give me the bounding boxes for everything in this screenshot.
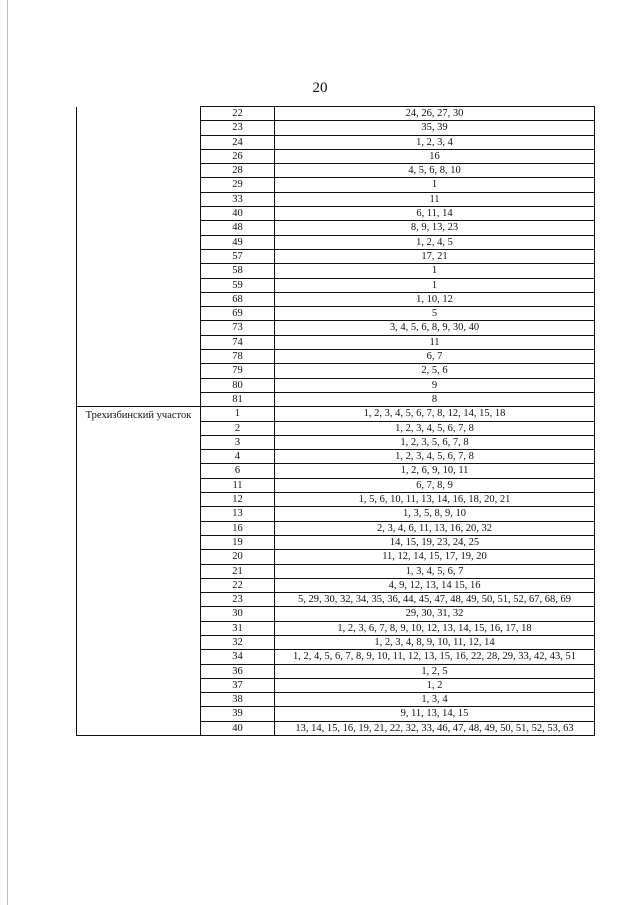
block-number-cell: 6 — [201, 464, 275, 478]
block-number-cell: 39 — [201, 707, 275, 721]
block-number-cell: 11 — [201, 478, 275, 492]
block-number-cell: 68 — [201, 292, 275, 306]
plot-numbers-cell: 2, 3, 4, 6, 11, 13, 16, 20, 32 — [275, 521, 595, 535]
block-number-cell: 74 — [201, 335, 275, 349]
plot-numbers-cell: 11, 12, 14, 15, 17, 19, 20 — [275, 550, 595, 564]
block-number-cell: 16 — [201, 521, 275, 535]
table-row — [77, 107, 595, 121]
block-number-cell: 22 — [201, 107, 275, 121]
plot-numbers-cell: 1, 2, 3, 4 — [275, 135, 595, 149]
plots-table — [76, 106, 595, 736]
plot-numbers-cell: 6, 7 — [275, 350, 595, 364]
block-number-cell: 79 — [201, 364, 275, 378]
page-number: 20 — [312, 80, 328, 96]
block-number-cell: 69 — [201, 307, 275, 321]
block-number-cell: 23 — [201, 593, 275, 607]
plot-numbers-cell: 1, 3, 5, 8, 9, 10 — [275, 507, 595, 521]
block-number-cell: 24 — [201, 135, 275, 149]
block-number-cell: 33 — [201, 192, 275, 206]
block-number-cell: 23 — [201, 121, 275, 135]
block-number-cell: 34 — [201, 650, 275, 664]
block-number-cell: 28 — [201, 164, 275, 178]
plot-numbers-cell: 6, 7, 8, 9 — [275, 478, 595, 492]
block-number-cell: 1 — [201, 407, 275, 421]
scan-edge-line — [7, 0, 8, 905]
block-number-cell: 21 — [201, 564, 275, 578]
plot-numbers-cell: 1, 10, 12 — [275, 292, 595, 306]
block-number-cell: 59 — [201, 278, 275, 292]
plot-numbers-cell: 1, 2, 3, 4, 5, 6, 7, 8 — [275, 450, 595, 464]
plot-numbers-cell: 1 — [275, 264, 595, 278]
block-number-cell: 4 — [201, 450, 275, 464]
block-number-cell: 40 — [201, 207, 275, 221]
block-number-cell: 13 — [201, 507, 275, 521]
block-number-cell: 49 — [201, 235, 275, 249]
plot-numbers-cell: 24, 26, 27, 30 — [275, 107, 595, 121]
plot-numbers-cell: 2, 5, 6 — [275, 364, 595, 378]
plot-numbers-cell: 5, 29, 30, 32, 34, 35, 36, 44, 45, 47, 48, 49, 50, 51, 52, 67, 68, 69 — [275, 593, 595, 607]
plot-numbers-cell: 4, 9, 12, 13, 14 15, 16 — [275, 578, 595, 592]
block-number-cell: 26 — [201, 149, 275, 163]
block-number-cell: 36 — [201, 664, 275, 678]
area-name-cell: Трехизбинский участок — [77, 407, 201, 736]
area-name-cell — [77, 107, 201, 407]
block-number-cell: 73 — [201, 321, 275, 335]
block-number-cell: 40 — [201, 721, 275, 735]
plot-numbers-cell: 11 — [275, 192, 595, 206]
plot-numbers-cell: 3, 4, 5, 6, 8, 9, 30, 40 — [275, 321, 595, 335]
plot-numbers-cell: 8, 9, 13, 23 — [275, 221, 595, 235]
block-number-cell: 29 — [201, 178, 275, 192]
plot-numbers-cell: 16 — [275, 149, 595, 163]
block-number-cell: 78 — [201, 350, 275, 364]
table-row — [77, 407, 595, 421]
block-number-cell: 31 — [201, 621, 275, 635]
plot-numbers-cell: 9 — [275, 378, 595, 392]
plot-numbers-cell: 14, 15, 19, 23, 24, 25 — [275, 535, 595, 549]
plot-numbers-cell: 8 — [275, 392, 595, 406]
plot-numbers-cell: 4, 5, 6, 8, 10 — [275, 164, 595, 178]
block-number-cell: 38 — [201, 693, 275, 707]
plot-numbers-cell: 17, 21 — [275, 249, 595, 263]
plot-numbers-cell: 35, 39 — [275, 121, 595, 135]
plot-numbers-cell: 1, 2 — [275, 678, 595, 692]
block-number-cell: 57 — [201, 249, 275, 263]
plot-numbers-cell: 1, 2, 3, 4, 5, 6, 7, 8 — [275, 421, 595, 435]
plot-numbers-cell: 1, 2, 6, 9, 10, 11 — [275, 464, 595, 478]
block-number-cell: 12 — [201, 493, 275, 507]
block-number-cell: 37 — [201, 678, 275, 692]
plot-numbers-cell: 6, 11, 14 — [275, 207, 595, 221]
plot-numbers-cell: 1, 2, 3, 4, 5, 6, 7, 8, 12, 14, 15, 18 — [275, 407, 595, 421]
plot-numbers-cell: 1, 2, 3, 4, 8, 9, 10, 11, 12, 14 — [275, 635, 595, 649]
block-number-cell: 30 — [201, 607, 275, 621]
block-number-cell: 3 — [201, 435, 275, 449]
plot-numbers-cell: 1, 3, 4, 5, 6, 7 — [275, 564, 595, 578]
block-number-cell: 80 — [201, 378, 275, 392]
plot-numbers-cell: 1 — [275, 178, 595, 192]
plot-numbers-cell: 1, 2, 3, 6, 7, 8, 9, 10, 12, 13, 14, 15, 16, 17, 18 — [275, 621, 595, 635]
block-number-cell: 81 — [201, 392, 275, 406]
plot-numbers-cell: 1, 2, 4, 5, 6, 7, 8, 9, 10, 11, 12, 13, 15, 16, 22, 28, 29, 33, 42, 43, 51 — [275, 650, 595, 664]
plot-numbers-cell: 1, 2, 4, 5 — [275, 235, 595, 249]
block-number-cell: 58 — [201, 264, 275, 278]
plot-numbers-cell: 13, 14, 15, 16, 19, 21, 22, 32, 33, 46, 47, 48, 49, 50, 51, 52, 53, 63 — [275, 721, 595, 735]
block-number-cell: 32 — [201, 635, 275, 649]
block-number-cell: 20 — [201, 550, 275, 564]
block-number-cell: 2 — [201, 421, 275, 435]
plot-numbers-cell: 1, 5, 6, 10, 11, 13, 14, 16, 18, 20, 21 — [275, 493, 595, 507]
plot-numbers-cell: 1, 3, 4 — [275, 693, 595, 707]
plot-numbers-cell: 5 — [275, 307, 595, 321]
block-number-cell: 22 — [201, 578, 275, 592]
plot-numbers-cell: 1 — [275, 278, 595, 292]
plot-numbers-cell: 1, 2, 3, 5, 6, 7, 8 — [275, 435, 595, 449]
plot-numbers-cell: 11 — [275, 335, 595, 349]
plot-numbers-cell: 29, 30, 31, 32 — [275, 607, 595, 621]
plot-numbers-cell: 1, 2, 5 — [275, 664, 595, 678]
block-number-cell: 48 — [201, 221, 275, 235]
block-number-cell: 19 — [201, 535, 275, 549]
plot-numbers-cell: 9, 11, 13, 14, 15 — [275, 707, 595, 721]
